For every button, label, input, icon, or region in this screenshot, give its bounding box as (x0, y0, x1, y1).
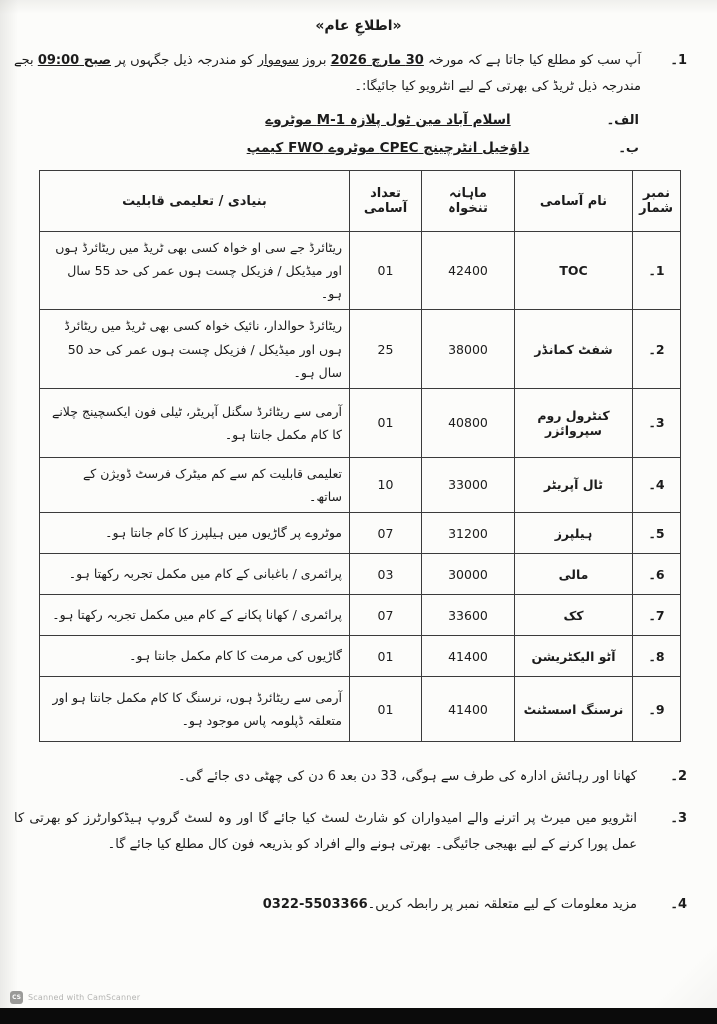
cell-position: ہیلپرز (515, 513, 633, 554)
cell-qualification: پرائمری / باغبانی کے کام میں مکمل تجربہ رکھتا ہو۔ (40, 554, 350, 595)
paragraph-number: 1۔ (670, 53, 687, 68)
table-row (40, 513, 681, 554)
location-text-b: داؤخیل انٹرچینج CPEC موٹروے FWO کیمپ (246, 140, 530, 156)
cell-salary: 40800 (422, 388, 515, 457)
cell-salary: 38000 (422, 310, 515, 388)
location-item-b (0, 140, 639, 156)
cell-position: کنٹرول روم سپروائزر (515, 388, 633, 457)
note-3 (14, 806, 687, 858)
cell-salary: 33000 (422, 457, 515, 512)
cell-qualification: گاڑیوں کی مرمت کا کام مکمل جانتا ہو۔ (40, 636, 350, 677)
table-row (40, 636, 681, 677)
note-4 (14, 892, 687, 918)
cell-position: مالی (515, 554, 633, 595)
table-row (40, 388, 681, 457)
cell-qualification: موٹروے پر گاڑیوں میں ہیلپرز کا کام جانتا ہو۔ (40, 513, 350, 554)
cell-salary: 30000 (422, 554, 515, 595)
interview-day: سوموار (257, 53, 299, 68)
cell-serial: 1۔ (633, 232, 681, 310)
table-header-row (40, 171, 681, 232)
cell-serial: 9۔ (633, 677, 681, 742)
cell-serial: 8۔ (633, 636, 681, 677)
cell-vacancies: 10 (350, 457, 422, 512)
contact-phone-number: 0322-5503366 (262, 897, 368, 912)
location-text-a: اسلام آباد مین ٹول پلازہ M-1 موٹروے (265, 112, 511, 128)
notice-seg-3: بروز (298, 53, 331, 68)
header-serial: نمبر شمار (633, 171, 681, 232)
note-number: 2۔ (670, 769, 687, 784)
cell-vacancies: 01 (350, 388, 422, 457)
header-position: نام آسامی (515, 171, 633, 232)
note-text: کھانا اور رہائش ادارہ کی طرف سے ہوگی، 33 دن بعد 6 دن کی چھٹی دی جائے گی۔ (177, 769, 637, 784)
cell-vacancies: 25 (350, 310, 422, 388)
cell-serial: 4۔ (633, 457, 681, 512)
header-vacancies: تعداد آسامی (350, 171, 422, 232)
table-row (40, 310, 681, 388)
cell-qualification: ریٹائرڈ جے سی او خواہ کسی بھی ٹریڈ میں ریٹائرڈ ہوں اور میڈیکل / فزیکل چست ہوں عمر کی حد 55 سال ہو۔ (40, 232, 350, 310)
cell-salary: 31200 (422, 513, 515, 554)
table-row (40, 595, 681, 636)
vacancies-table (39, 170, 681, 742)
cell-vacancies: 01 (350, 636, 422, 677)
camscanner-icon: CS (10, 991, 23, 1004)
note-text: انٹرویو میں میرٹ پر اترنے والے امیدواران کو شارٹ لسٹ کیا جائے گا اور وہ لسٹ گروپ ہیڈکوارٹرز کو بھرتی کا عمل پورا کرنے کے لیے بھیجی جائیگی۔ بھرتی ہونے والے افراد کو بذریعہ فون کال مطلع کیا جائے گا۔ (14, 811, 637, 852)
header-salary: ماہانہ تنخواہ (422, 171, 515, 232)
location-item-a (0, 112, 639, 128)
cell-serial: 3۔ (633, 388, 681, 457)
cell-position: کک (515, 595, 633, 636)
scanner-watermark (10, 991, 140, 1004)
header-qualification: بنیادی / تعلیمی قابلیت (40, 171, 350, 232)
contact-text: مزید معلومات کے لیے متعلقہ نمبر پر رابطہ کریں۔ (367, 897, 637, 912)
cell-position: شفٹ کمانڈر (515, 310, 633, 388)
interview-time: صبح 09:00 (37, 53, 112, 68)
note-2 (14, 764, 687, 790)
note-number: 3۔ (670, 811, 687, 826)
table-row (40, 457, 681, 512)
cell-position: نرسنگ اسسٹنٹ (515, 677, 633, 742)
cell-vacancies: 07 (350, 595, 422, 636)
cell-vacancies: 01 (350, 232, 422, 310)
notice-text (14, 48, 641, 100)
cell-serial: 2۔ (633, 310, 681, 388)
note-text (14, 892, 637, 918)
cell-salary: 42400 (422, 232, 515, 310)
notice-paragraph (14, 48, 687, 100)
table-row (40, 677, 681, 742)
cell-salary: 41400 (422, 636, 515, 677)
cell-vacancies: 07 (350, 513, 422, 554)
watermark-text: Scanned with CamScanner (28, 993, 141, 1002)
cell-vacancies: 01 (350, 677, 422, 742)
notice-seg-5: کو مندرجہ ذیل جگہوں پر (111, 53, 258, 68)
cell-qualification: تعلیمی قابلیت کم سے کم میٹرک فرسٹ ڈویژن کے ساتھ۔ (40, 457, 350, 512)
cell-serial: 6۔ (633, 554, 681, 595)
cell-salary: 33600 (422, 595, 515, 636)
interview-date: 30 مارچ 2026 (330, 53, 424, 68)
cell-position: TOC (515, 232, 633, 310)
cell-position: آٹو الیکٹریشن (515, 636, 633, 677)
location-label-b: ب۔ (618, 141, 639, 156)
table-row (40, 232, 681, 310)
cell-qualification: پرائمری / کھانا پکانے کے کام میں مکمل تجربہ رکھتا ہو۔ (40, 595, 350, 636)
location-label-a: الف۔ (606, 113, 639, 128)
page-title: «اطلاعِ عام» (315, 18, 402, 34)
scan-bottom-bar (0, 1008, 717, 1024)
notice-seg-7: بجے مندرجہ ذیل ٹریڈ کی بھرتی کے لیے انٹرویو کیا جائیگا:۔ (14, 53, 641, 94)
cell-salary: 41400 (422, 677, 515, 742)
cell-qualification: ریٹائرڈ حوالدار، نائیک خواہ کسی بھی ٹریڈ میں ریٹائرڈ ہوں اور میڈیکل / فزیکل چست ہوں عمر کی حد 50 سال ہو۔ (40, 310, 350, 388)
table-row (40, 554, 681, 595)
cell-qualification: آرمی سے ریٹائرڈ ہوں، نرسنگ کا کام مکمل جانتا ہو اور متعلقہ ڈپلومہ پاس موجود ہو۔ (40, 677, 350, 742)
cell-serial: 5۔ (633, 513, 681, 554)
notice-seg-1: آپ سب کو مطلع کیا جاتا ہے کہ مورخہ (423, 53, 641, 68)
cell-qualification: آرمی سے ریٹائرڈ سگنل آپریٹر، ٹیلی فون ایکسچینج چلانے کا کام مکمل جانتا ہو۔ (40, 388, 350, 457)
note-number: 4۔ (670, 897, 687, 912)
cell-vacancies: 03 (350, 554, 422, 595)
cell-serial: 7۔ (633, 595, 681, 636)
cell-position: ٹال آپریٹر (515, 457, 633, 512)
